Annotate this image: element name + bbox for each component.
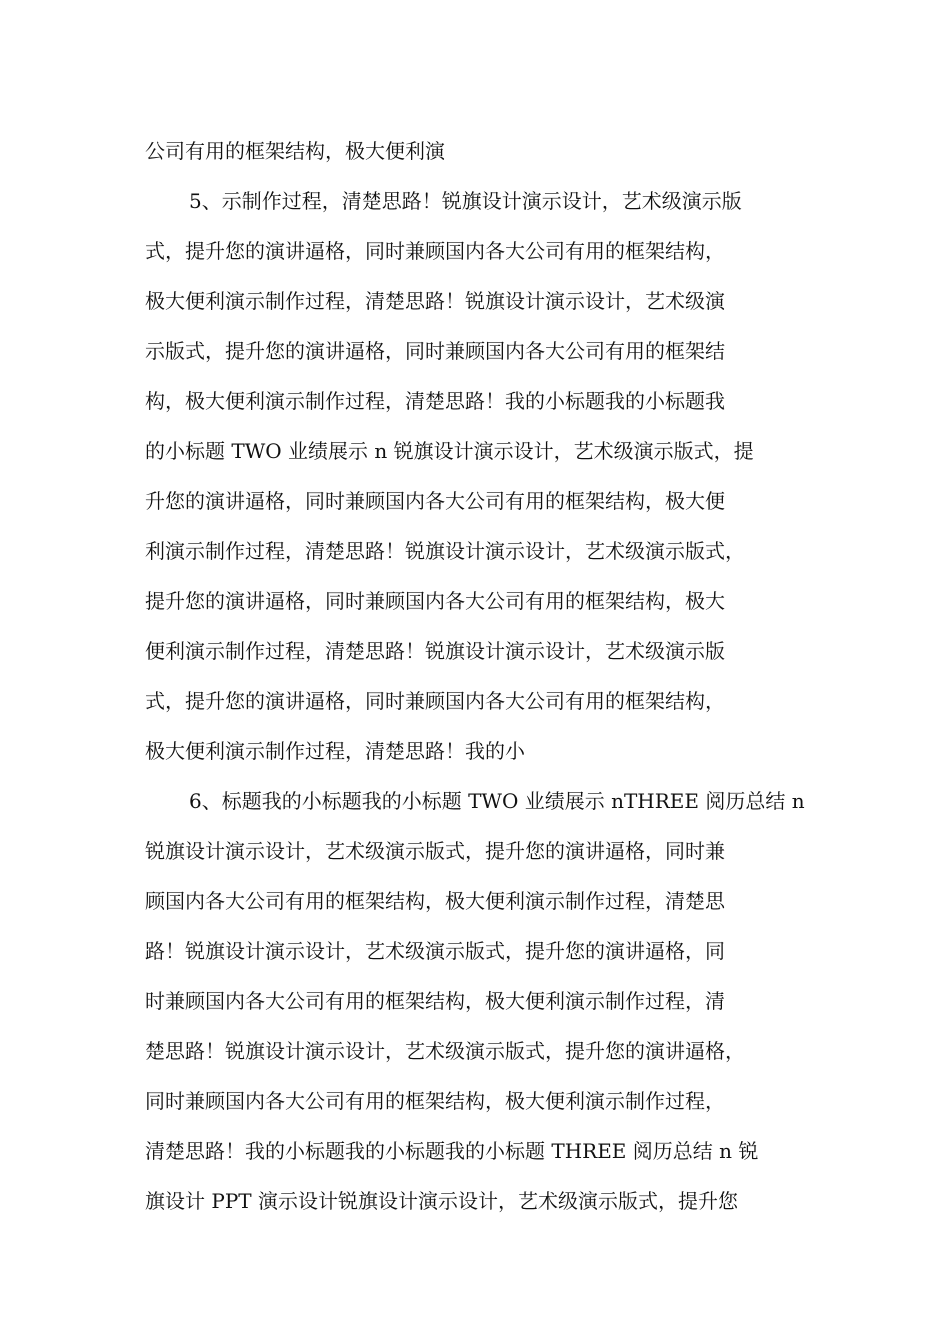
paragraph-6-first-line: 6、标题我的小标题我的小标题 TWO 业绩展示 nTHREE 阅历总结 n xyxy=(189,789,805,813)
text-line: 式，提升您的演讲逼格，同时兼顾国内各大公司有用的框架结构， xyxy=(145,689,725,713)
paragraph-5-first-line: 5、示制作过程，清楚思路！锐旗设计演示设计，艺术级演示版 xyxy=(189,189,742,213)
text-line: 锐旗设计演示设计，艺术级演示版式，提升您的演讲逼格，同时兼 xyxy=(145,839,725,863)
text-line: 旗设计 PPT 演示设计锐旗设计演示设计，艺术级演示版式，提升您 xyxy=(145,1189,738,1213)
text-line: 时兼顾国内各大公司有用的框架结构，极大便利演示制作过程，清 xyxy=(145,989,725,1013)
text-line: 便利演示制作过程，清楚思路！锐旗设计演示设计，艺术级演示版 xyxy=(145,639,725,663)
text-line: 式，提升您的演讲逼格，同时兼顾国内各大公司有用的框架结构， xyxy=(145,239,725,263)
text-line: 利演示制作过程，清楚思路！锐旗设计演示设计，艺术级演示版式， xyxy=(145,539,745,563)
text-line: 顾国内各大公司有用的框架结构，极大便利演示制作过程，清楚思 xyxy=(145,889,725,913)
text-line: 的小标题 TWO 业绩展示 n 锐旗设计演示设计，艺术级演示版式，提 xyxy=(145,439,754,463)
text-line: 清楚思路！我的小标题我的小标题我的小标题 THREE 阅历总结 n 锐 xyxy=(145,1139,759,1163)
text-line: 极大便利演示制作过程，清楚思路！锐旗设计演示设计，艺术级演 xyxy=(145,289,725,313)
text-line: 路！锐旗设计演示设计，艺术级演示版式，提升您的演讲逼格，同 xyxy=(145,939,725,963)
text-line: 示版式，提升您的演讲逼格，同时兼顾国内各大公司有用的框架结 xyxy=(145,339,725,363)
text-line: 升您的演讲逼格，同时兼顾国内各大公司有用的框架结构，极大便 xyxy=(145,489,725,513)
text-line: 极大便利演示制作过程，清楚思路！我的小 xyxy=(145,739,525,763)
text-line: 构，极大便利演示制作过程，清楚思路！我的小标题我的小标题我 xyxy=(145,389,725,413)
text-line: 提升您的演讲逼格，同时兼顾国内各大公司有用的框架结构，极大 xyxy=(145,589,725,613)
text-line: 公司有用的框架结构，极大便利演 xyxy=(145,139,445,163)
text-line: 楚思路！锐旗设计演示设计，艺术级演示版式，提升您的演讲逼格， xyxy=(145,1039,745,1063)
text-line: 同时兼顾国内各大公司有用的框架结构，极大便利演示制作过程， xyxy=(145,1089,725,1113)
